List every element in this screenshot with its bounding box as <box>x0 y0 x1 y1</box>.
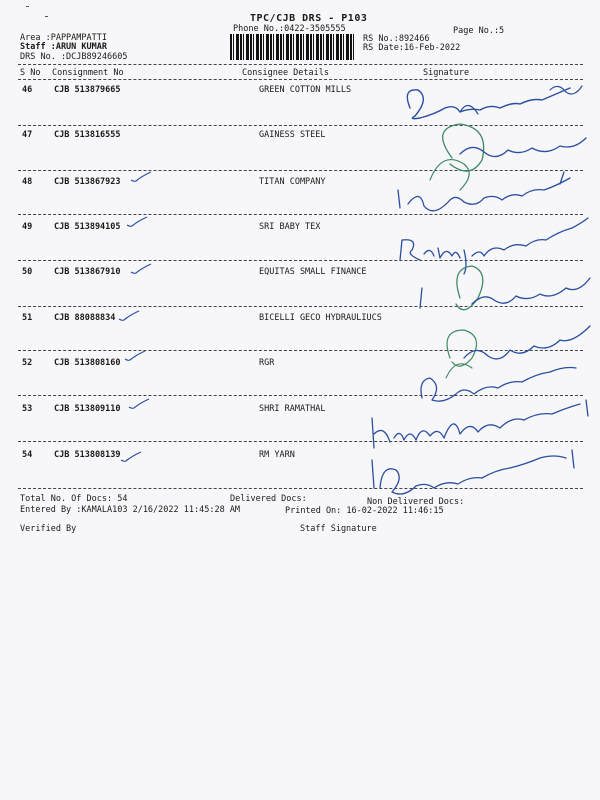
page-number: Page No.:5 <box>453 26 505 36</box>
row-consignee: SHRI RAMATHAL <box>259 404 326 414</box>
row-consignee: GAINESS STEEL <box>259 130 326 140</box>
row-consignment: CJB 513809110 <box>54 404 121 414</box>
row-consignment: CJB 513879665 <box>54 85 121 95</box>
verified-by: Verified By <box>20 524 77 534</box>
row-sno: 47 <box>22 130 33 140</box>
area-label: Area :PAPPAMPATTI <box>20 33 107 43</box>
checkmark-icon <box>128 398 150 410</box>
checkmark-icon <box>118 310 140 322</box>
row-consignee: RGR <box>259 358 275 368</box>
row-sno: 48 <box>22 177 33 187</box>
non-delivered-docs: Non Delivered Docs: <box>367 497 465 507</box>
drs-number: DRS No. :DCJB89246605 <box>20 52 128 62</box>
total-docs: Total No. Of Docs: 54 <box>20 494 128 504</box>
checkmark-icon <box>120 451 142 463</box>
row-consignment: CJB 513867923 <box>54 177 121 187</box>
row-consignee: BICELLI GECO HYDRAULIUCS <box>259 313 382 323</box>
col-consignee: Consignee Details <box>242 68 329 78</box>
row-consignment: CJB 88088834 <box>54 313 116 323</box>
row-consignee: SRI BABY TEX <box>259 222 321 232</box>
checkmark-icon <box>130 171 152 183</box>
staff-signature-label: Staff Signature <box>300 524 377 534</box>
row-sno: 53 <box>22 404 33 414</box>
header-divider-top <box>18 64 583 65</box>
scan-speck <box>45 16 48 17</box>
checkmark-icon <box>130 263 152 275</box>
document-title: TPC/CJB DRS - P103 <box>250 13 368 24</box>
entered-by: Entered By :KAMALA103 2/16/2022 11:45:28 AM <box>20 505 241 515</box>
row-sno: 49 <box>22 222 33 232</box>
row-consignment: CJB 513894105 <box>54 222 121 232</box>
row-sno: 46 <box>22 85 33 95</box>
delivered-docs: Delivered Docs: <box>230 494 307 504</box>
row-sno: 54 <box>22 450 33 460</box>
checkmark-icon <box>126 216 148 228</box>
row-consignment: CJB 513816555 <box>54 130 121 140</box>
row-consignee: GREEN COTTON MILLS <box>259 85 352 95</box>
rs-number: RS No.:892466 <box>363 34 430 44</box>
checkmark-icon <box>124 350 146 362</box>
handwritten-signatures <box>360 68 598 508</box>
staff-label: Staff :ARUN KUMAR <box>20 42 107 52</box>
phone-number: Phone No.:0422-3505555 <box>233 24 346 34</box>
barcode-icon <box>230 34 355 60</box>
printed-on: Printed On: 16-02-2022 11:46:15 <box>285 506 444 516</box>
row-consignee: EQUITAS SMALL FINANCE <box>259 267 367 277</box>
row-consignment: CJB 513808160 <box>54 358 121 368</box>
row-sno: 51 <box>22 313 33 323</box>
row-consignment: CJB 513867910 <box>54 267 121 277</box>
col-consignment: Consignment No <box>52 68 124 78</box>
row-consignee: RM YARN <box>259 450 295 460</box>
rs-date: RS Date:16-Feb-2022 <box>363 43 461 53</box>
row-consignee: TITAN COMPANY <box>259 177 326 187</box>
col-signature: Signature <box>423 68 470 78</box>
row-consignment: CJB 513808139 <box>54 450 121 460</box>
col-sno: S No <box>20 68 41 78</box>
row-sno: 52 <box>22 358 33 368</box>
row-sno: 50 <box>22 267 33 277</box>
scan-speck <box>26 6 29 7</box>
